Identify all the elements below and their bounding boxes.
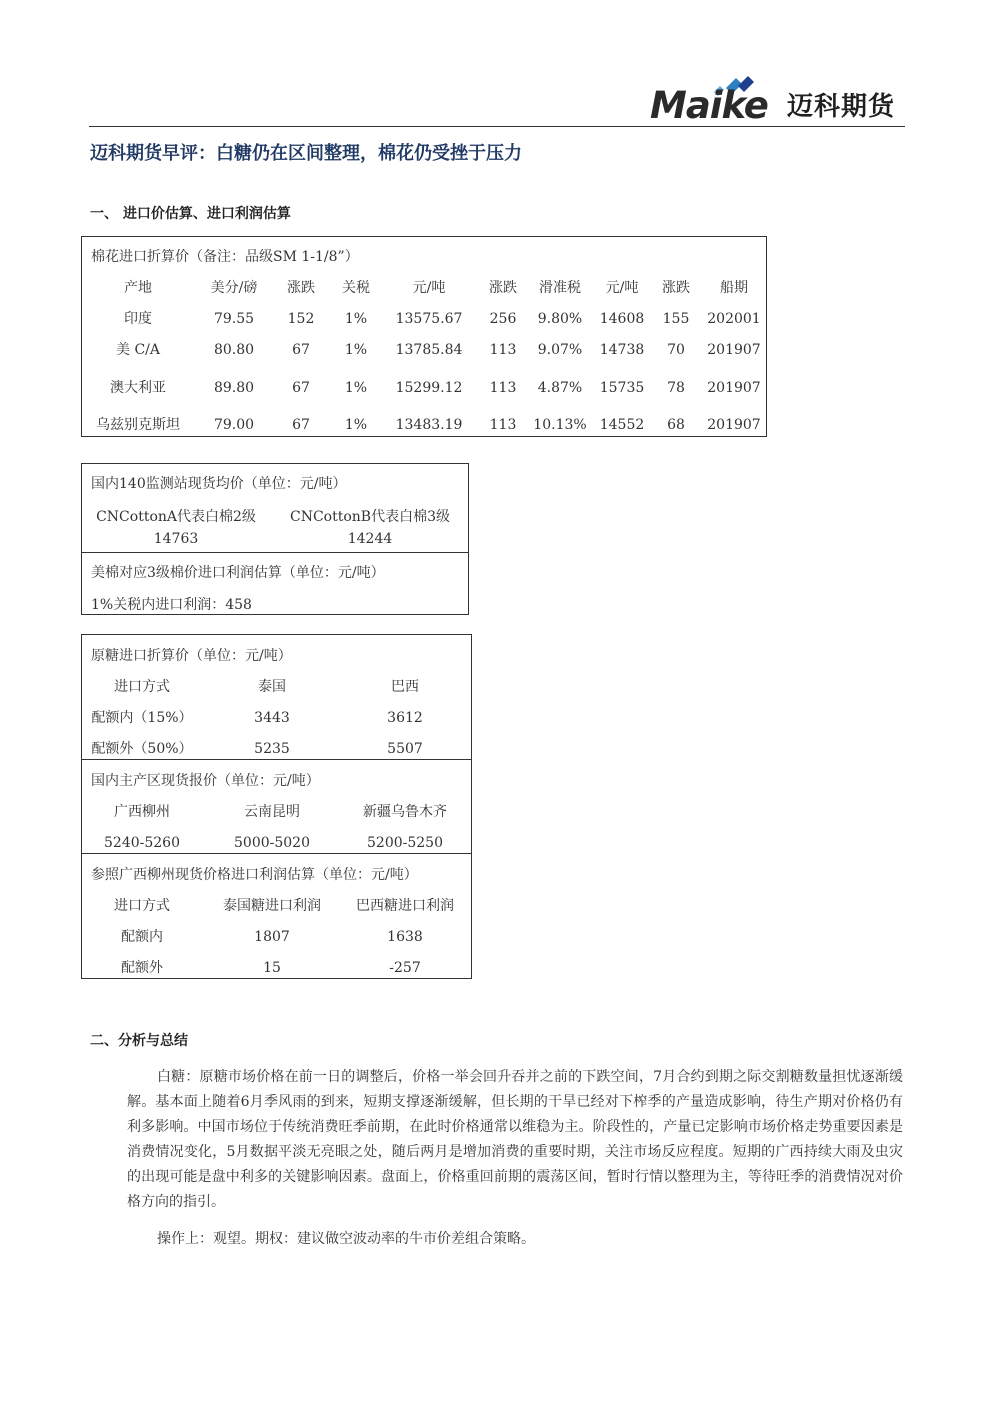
- table-cell: 乌兹别克斯坦: [96, 417, 180, 433]
- table-cell: 3612: [387, 710, 423, 726]
- table-cell: 1807: [254, 929, 290, 945]
- table-cell: 67: [292, 417, 310, 433]
- table-cell: 1%: [344, 380, 368, 396]
- table-cell: 78: [667, 380, 685, 396]
- table-cell: 3443: [254, 710, 290, 726]
- table-caption: 棉花进口折算价（备注：品级SM 1-1/8”）: [91, 249, 359, 265]
- logo-wordmark: Maike: [650, 84, 768, 127]
- table-cell: 15: [263, 960, 281, 976]
- column-header: 美分/磅: [210, 280, 258, 296]
- table-cell: 202001: [707, 311, 761, 327]
- table-cell: 1%: [344, 342, 368, 358]
- table-cell: 5235: [254, 741, 290, 757]
- column-header: 云南昆明: [244, 804, 300, 820]
- table-cell: 14738: [599, 342, 645, 358]
- section-heading-1: 一、 进口价估算、进口利润估算: [90, 206, 291, 222]
- row-divider: [82, 853, 471, 854]
- table-cell: 1%: [344, 417, 368, 433]
- table-cell: 14552: [599, 417, 645, 433]
- cncotton-a-value: 14763: [153, 531, 199, 547]
- table-cell: 10.13%: [533, 417, 587, 433]
- table-cell: 70: [667, 342, 685, 358]
- column-header: 广西柳州: [114, 804, 170, 820]
- table-cell: 配额外（50%）: [91, 741, 193, 757]
- table-cell: 201907: [707, 417, 761, 433]
- logo-chinese-name: 迈科期货: [787, 92, 896, 122]
- profit-value: 1%关税内进口利润：458: [91, 597, 252, 613]
- cotton-import-table: [81, 236, 767, 437]
- cncotton-a-label: CNCottonA代表白棉2级: [96, 509, 256, 525]
- table-cell: 4.87%: [537, 380, 583, 396]
- table-cell: 配额内（15%）: [91, 710, 193, 726]
- company-logo: [650, 74, 910, 126]
- cncotton-b-label: CNCottonB代表白棉3级: [290, 509, 450, 525]
- table-cell: 79.00: [213, 417, 255, 433]
- table-cell: 13483.19: [395, 417, 463, 433]
- column-header: 进口方式: [114, 679, 170, 695]
- column-header: 滑准税: [539, 280, 581, 296]
- table-cell: 113: [489, 417, 517, 433]
- table-cell: 9.80%: [537, 311, 583, 327]
- column-header: 巴西: [391, 679, 419, 695]
- column-header: 进口方式: [114, 898, 170, 914]
- table-caption: 国内140监测站现货均价（单位：元/吨）: [91, 476, 347, 492]
- table-cell: 15299.12: [395, 380, 463, 396]
- table-cell: 201907: [707, 380, 761, 396]
- table-cell: 配额外: [121, 960, 163, 976]
- column-header: 产地: [124, 280, 152, 296]
- table-cell: 印度: [124, 311, 152, 327]
- document-title: 迈科期货早评：白糖仍在区间整理，棉花仍受挫于压力: [90, 143, 522, 164]
- analysis-paragraph: 白糖：原糖市场价格在前一日的调整后，价格一举会回升吞并之前的下跌空间，7月合约到期之际交割糖数量担忧逐渐缓解。基本面上随着6月季风雨的到来，短期支撑逐渐缓解，但长期的干旱已经对下榨季的产量造成影响，待生产期对价格仍有利多影响。中国市场位于传统消费旺季前期，在此时价格通常以维稳为主。阶段性的，产量已定影响市场价格走势重要因素是消费情况变化，5月数据平淡无亮眼之处，随后两月是增加消费的重要时期，关注市场反应程度。短期的广西持续大雨及虫灾的出现可能是盘中利多的关键影响因素。盘面上，价格重回前期的震荡区间，暂时行情以整理为主，等待旺季的消费情况对价格方向的指引。: [127, 1069, 903, 1210]
- table-cell: 79.55: [213, 311, 255, 327]
- table-caption: 原糖进口折算价（单位：元/吨）: [91, 648, 292, 664]
- cncotton-b-value: 14244: [347, 531, 393, 547]
- section-heading-2: 二、分析与总结: [90, 1033, 188, 1049]
- column-header: 泰国糖进口利润: [223, 898, 321, 914]
- table-cell: 配额内: [121, 929, 163, 945]
- sugar-table: [81, 634, 472, 979]
- operation-paragraph: 操作上：观望。期权：建议做空波动率的牛市价差组合策略。: [157, 1231, 535, 1247]
- column-header: 涨跌: [489, 280, 517, 296]
- table-cell: 1638: [387, 929, 423, 945]
- table-cell: 1%: [344, 311, 368, 327]
- table-cell: 5200-5250: [367, 835, 443, 851]
- table-cell: 67: [292, 342, 310, 358]
- table-cell: 5507: [387, 741, 423, 757]
- cotton-domestic-table: [81, 463, 469, 615]
- table-cell: 13575.67: [395, 311, 463, 327]
- row-divider: [82, 552, 468, 553]
- table-cell: 5000-5020: [234, 835, 310, 851]
- column-header: 涨跌: [662, 280, 690, 296]
- table-cell: 256: [489, 311, 517, 327]
- table-cell: 201907: [707, 342, 761, 358]
- table-cell: 68: [667, 417, 685, 433]
- table-cell: 13785.84: [395, 342, 463, 358]
- table-caption: 国内主产区现货报价（单位：元/吨）: [91, 773, 320, 789]
- column-header: 元/吨: [605, 280, 639, 296]
- table-cell: 5240-5260: [104, 835, 180, 851]
- table-cell: 152: [287, 311, 315, 327]
- table-cell: 澳大利亚: [110, 380, 166, 396]
- column-header: 泰国: [258, 679, 286, 695]
- table-cell: 113: [489, 342, 517, 358]
- table-caption: 参照广西柳州现货价格进口利润估算（单位：元/吨）: [91, 867, 418, 883]
- column-header: 元/吨: [412, 280, 446, 296]
- header-divider: [89, 126, 905, 127]
- table-cell: 113: [489, 380, 517, 396]
- table-cell: -257: [389, 960, 421, 976]
- column-header: 新疆乌鲁木齐: [363, 804, 447, 820]
- table-cell: 67: [292, 380, 310, 396]
- table-cell: 80.80: [213, 342, 255, 358]
- column-header: 涨跌: [287, 280, 315, 296]
- table-cell: 美 C/A: [116, 342, 160, 358]
- profit-caption: 美棉对应3级棉价进口利润估算（单位：元/吨）: [91, 565, 385, 581]
- table-cell: 14608: [599, 311, 645, 327]
- table-cell: 155: [662, 311, 690, 327]
- row-divider: [82, 759, 471, 760]
- table-cell: 9.07%: [537, 342, 583, 358]
- table-cell: 89.80: [213, 380, 255, 396]
- column-header: 船期: [720, 280, 748, 296]
- column-header: 巴西糖进口利润: [356, 898, 454, 914]
- table-cell: 15735: [599, 380, 645, 396]
- column-header: 关税: [342, 280, 370, 296]
